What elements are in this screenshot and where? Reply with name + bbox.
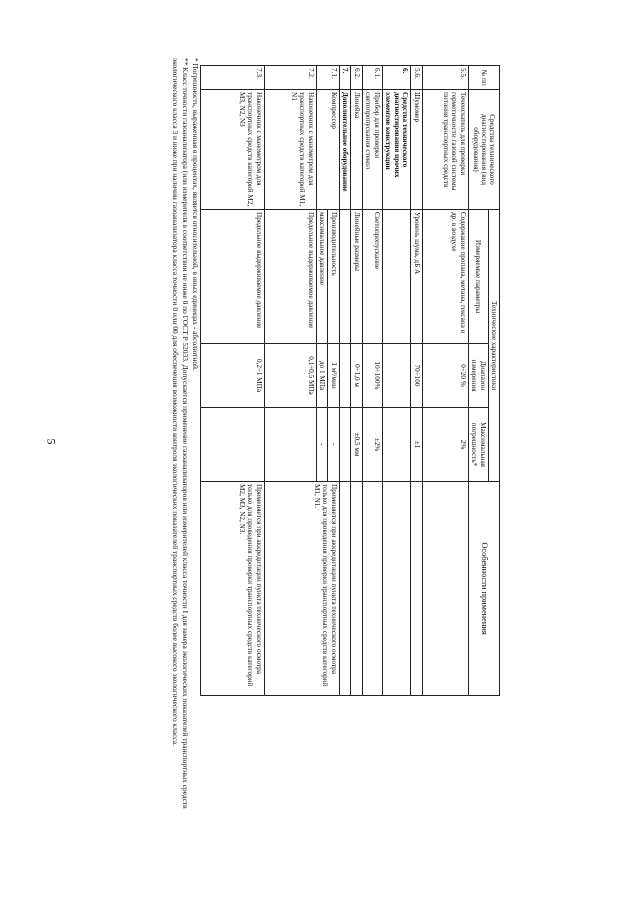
header-means: Средства технического диагностирования (вид оборудования) (468, 90, 499, 210)
table-row (382, 66, 410, 696)
row-error (200, 408, 264, 482)
row-num: 6.1. (362, 66, 382, 90)
table-row (200, 66, 264, 696)
row-params: Уровень шума, дБ А (411, 210, 422, 344)
row-means: Компрессор (316, 90, 339, 210)
row-features (339, 482, 350, 696)
row-num: 5.6. (411, 66, 422, 90)
row-means: Шумомер (411, 90, 422, 210)
row-means: Наконечник с манометром для транспортных средств категорий М2, М3, N2, N3 (200, 90, 264, 210)
row-num: 7. (339, 66, 350, 90)
row-error: - (328, 408, 339, 482)
row-range (382, 344, 410, 408)
row-params: Предельное выдерживаемое давление (200, 210, 264, 344)
row-params (382, 210, 410, 344)
row-params: Предельное выдерживаемое давление (264, 210, 316, 344)
row-error: ±0,5 мм (351, 408, 362, 482)
row-params: Производительность (328, 210, 339, 344)
row-means: Прибор для проверки светопропускания стекол (362, 90, 382, 210)
header-params: Измеряемые параметры (468, 210, 488, 344)
page-number: 5 (44, 438, 59, 445)
row-range: 0,1÷0,5 МПа (264, 344, 316, 408)
row-error (339, 408, 350, 482)
table-row (351, 66, 362, 696)
table-row (362, 66, 382, 696)
row-features (362, 482, 382, 696)
row-range: 0÷1,0 м (351, 344, 362, 408)
row-num: 6. (382, 66, 410, 90)
row-error: ±2% (362, 408, 382, 482)
row-features (382, 482, 410, 696)
equipment-table (200, 65, 500, 696)
row-num: 5.5. (422, 66, 468, 90)
header-num: № пп (468, 66, 499, 90)
footnote-2: ** Класс точности газоанализатора (или измерителя в соответствии не ниже 0 по ГОСТ Р 52033. Допускается применение газоанализаторов или измерителей класса точности I для замера экологических показателей транспортных средств экологического класса 3 и ниже при наличии газоанализатора класса точности 0 или 00 для обеспечения возможности контроля экологических показателей транспортных средств более высокого экологического класса. (171, 58, 191, 809)
row-range: 0,2÷1 МПа (200, 344, 264, 408)
row-num: 7.2. (264, 66, 316, 90)
row-params: Линейные размеры (351, 210, 362, 344)
row-num: 7.3. (200, 66, 264, 90)
header-tech-group: Технические характеристики (488, 210, 499, 482)
table-row (422, 66, 468, 696)
header-error: Максимальная погрешность* (468, 408, 488, 482)
row-range: до 1 МПа (316, 344, 327, 408)
footnote-1: * Погрешность, выраженная в процентах, является относительной, в иных единицах - абсолютной. (191, 58, 200, 371)
header-features: Особенности применения (468, 482, 499, 696)
row-features (411, 482, 422, 696)
row-means: Средства технического диагностирования прочих элементов конструкции (382, 90, 410, 210)
row-range (339, 344, 350, 408)
row-num: 7.1. (316, 66, 339, 90)
row-error (382, 408, 410, 482)
table-row (328, 66, 339, 696)
row-params: Светопропускание (362, 210, 382, 344)
table-row (339, 66, 350, 696)
row-params: максимальное давление (316, 210, 327, 344)
row-range: 70÷100 (411, 344, 422, 408)
header-range: Диапазон измерения (468, 344, 488, 408)
row-features (351, 482, 362, 696)
row-error: - (316, 408, 327, 482)
footnotes (171, 58, 200, 858)
row-features: Применяется при аккредитации пункта технического осмотра только для проведения проверки транспортных средств категорий М1, N1. (264, 482, 339, 696)
row-num: 6.2. (351, 66, 362, 90)
row-range: 1 м³/мин (328, 344, 339, 408)
row-means: Течеискатель для проверки герметичности газовой системы питания транспортных средств (422, 90, 468, 210)
row-error: 2% (422, 408, 468, 482)
row-features (422, 482, 468, 696)
row-means: Линейка (351, 90, 362, 210)
row-params (339, 210, 350, 344)
row-means: Наконечник с манометром для транспортных средств категорий М1, N1 (264, 90, 316, 210)
row-range: 0÷20 % (422, 344, 468, 408)
row-params: Содержание пропана, метана, гексана и др. в воздухе (422, 210, 468, 344)
row-error: ±1 (411, 408, 422, 482)
row-means: Дополнительное оборудование (339, 90, 350, 210)
row-error (264, 408, 316, 482)
row-range: 10÷100% (362, 344, 382, 408)
row-features: Применяется при аккредитации пункта технического осмотра только для проведения проверки транспортных средств категорий М2, М3, N2, N3. (200, 482, 264, 696)
table-row (411, 66, 422, 696)
